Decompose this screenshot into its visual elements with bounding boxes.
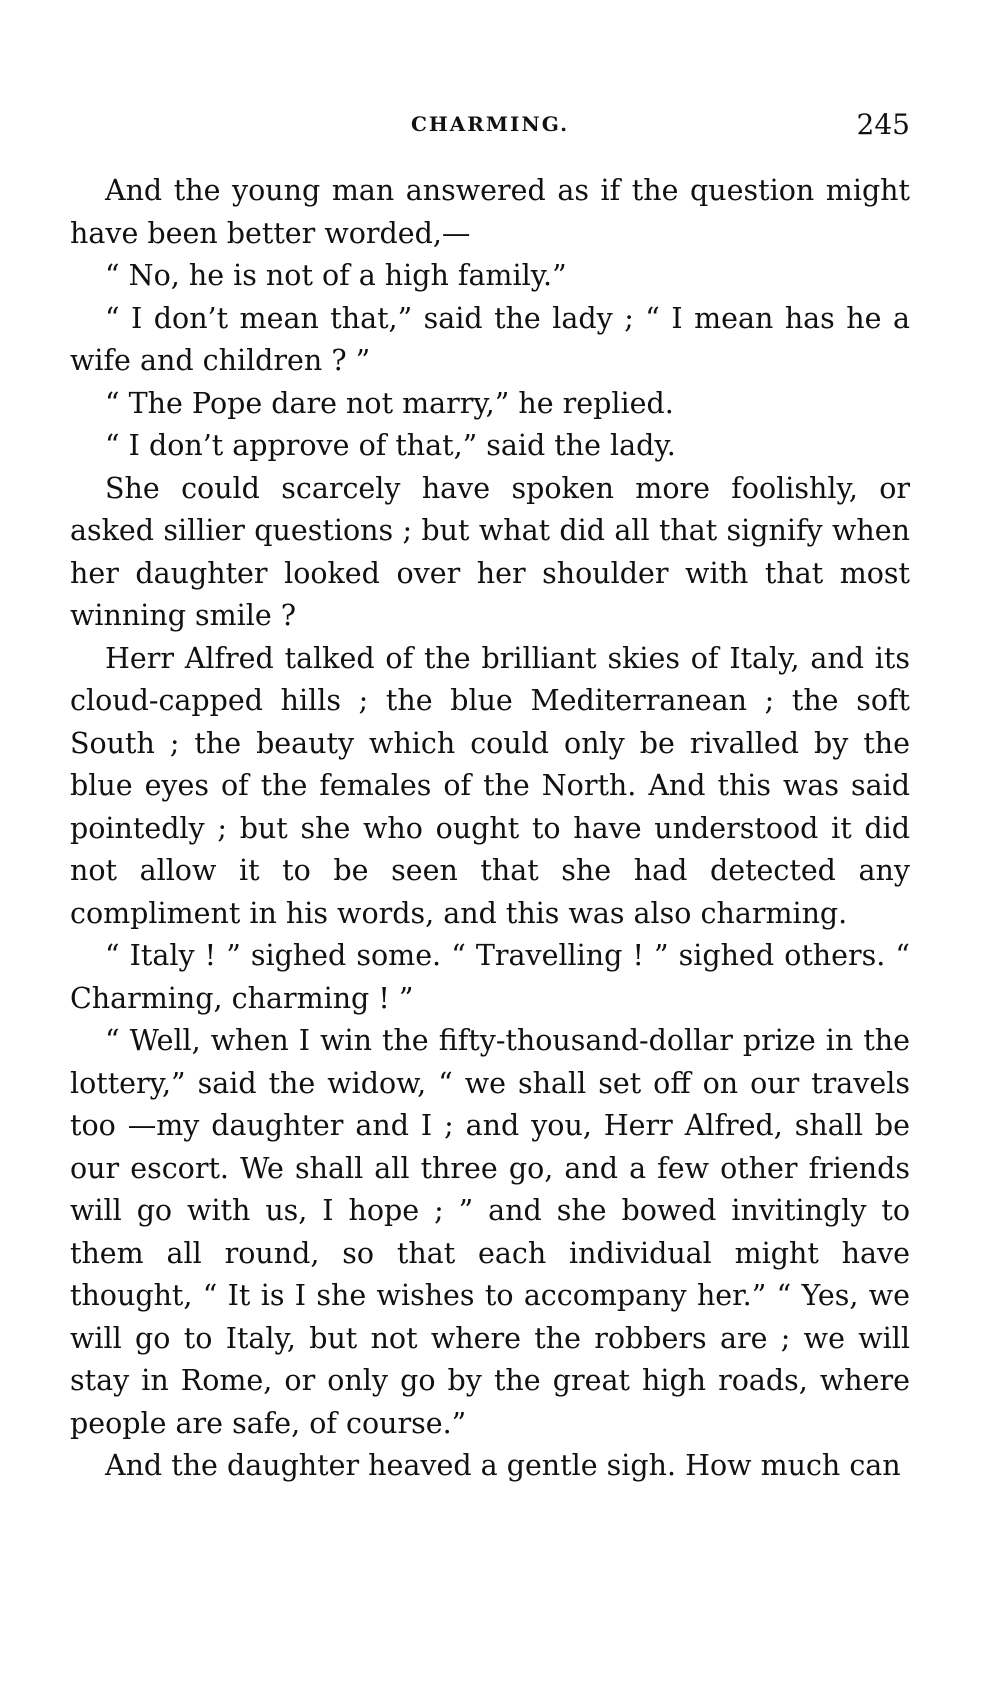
paragraph: “ No, he is not of a high family.” xyxy=(105,259,567,292)
paragraph: “ I don’t mean that,” said the lady ; “ I mean has he a wife and children ? ” xyxy=(70,301,910,377)
page-number: 245 xyxy=(856,108,910,141)
running-head xyxy=(70,108,910,148)
paragraph: She could scarcely have spoken more foolishly, or asked sillier questions ; but what did all that signify when her daughter looked over her shoulder with that most winning smile ? xyxy=(70,471,910,632)
paragraph: Herr Alfred talked of the brilliant skies of Italy, and its cloud-capped hills ; the blue Mediterranean ; the soft South ; the beauty which could only be rivalled by the blue eyes of the females of the North. And this was said pointedly ; but she who ought to have understood it did not allow it to be seen that she had detected any compliment in his words, and this was also charming. xyxy=(70,641,910,930)
paragraph: “ Well, when I win the fifty-thousand-dollar prize in the lottery,” said the widow, “ we shall set off on our travels too —my daughter and I ; and you, Herr Alfred, shall be our escort. We shall all three go, and a few other friends will go with us, I hope ; ” and she bowed invitingly to them all round, so that each individual might have thought, “ It is I she wishes to accompany her.” “ Yes, we will go to Italy, but not where the robbers are ; we will stay in Rome, or only go by the great high roads, where people are safe, of course.” xyxy=(70,1024,910,1440)
paragraph: “ The Pope dare not marry,” he replied. xyxy=(105,386,674,420)
paragraph: And the daughter heaved a gentle sigh. How much can xyxy=(105,1449,901,1482)
running-title: CHARMING. xyxy=(410,112,570,136)
body-text xyxy=(70,170,910,1488)
paragraph: “ I don’t approve of that,” said the lady. xyxy=(105,429,676,462)
paragraph: And the young man answered as if the question might have been better worded,— xyxy=(70,174,910,250)
paragraph: “ Italy ! ” sighed some. “ Travelling ! ” sighed others. “ Charming, charming ! ” xyxy=(70,939,910,1015)
